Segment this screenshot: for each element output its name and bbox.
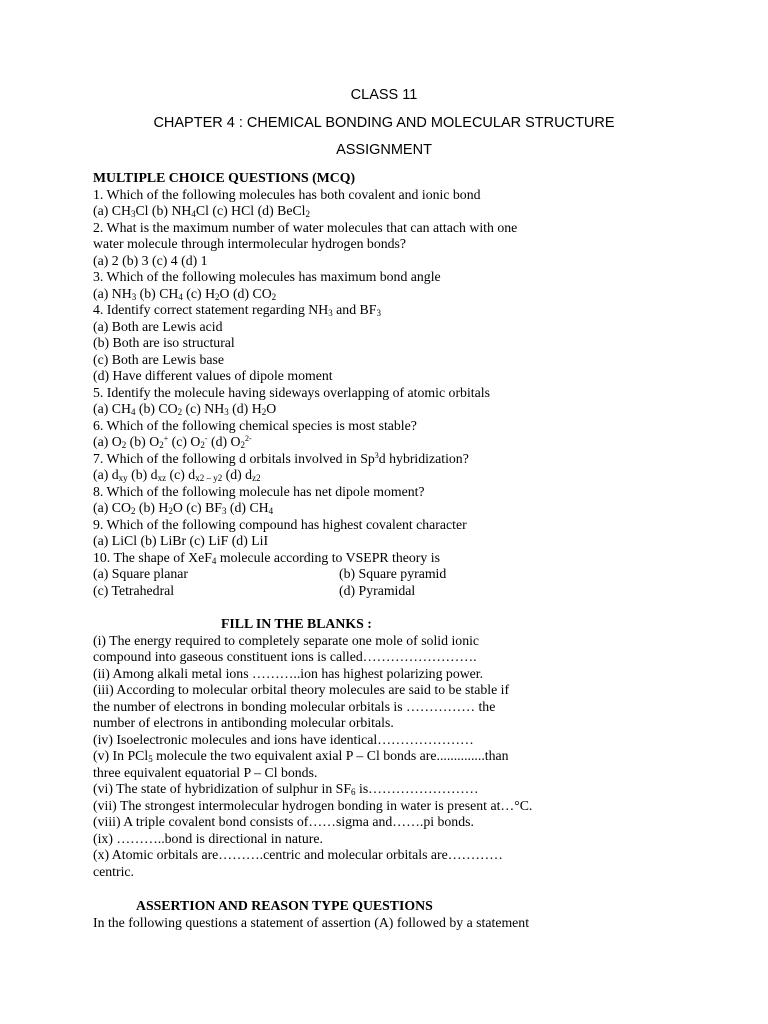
mcq-section	[93, 170, 693, 599]
blank-v-line-2: three equivalent equatorial P – Cl bonds.	[93, 764, 318, 780]
question-4-option-c: (c) Both are Lewis base	[93, 351, 225, 367]
fill-blanks-section	[93, 616, 693, 880]
question-10: 10. The shape of XeF$_4$ molecule according to VSEPR theory is	[93, 549, 440, 566]
blank-i-line-1: (i) The energy required to completely separate one mole of solid ionic	[93, 632, 480, 648]
question-4-option-d: (d) Have different values of dipole moment	[93, 368, 333, 383]
question-7: 7. Which of the following d orbitals involved in Sp$^3$d hybridization?	[93, 450, 469, 466]
blank-iii-line-1: (iii) According to molecular orbital theory molecules are said to be stable if	[93, 682, 510, 697]
mcq-heading: MULTIPLE CHOICE QUESTIONS (MCQ)	[93, 170, 356, 185]
question-9-options: (a) LiCl (b) LiBr (c) LiF (d) LiI	[93, 533, 269, 548]
question-8-options: (a) $CO_2$ (b) $H_2O$ (c) $BF_3$ (d) $CH_4$	[93, 500, 274, 516]
class-heading: CLASS 11	[350, 87, 418, 103]
blank-vi: (vi) The state of hybridization of sulphur in $SF_6$ is……………………	[93, 781, 479, 797]
question-2-options: (a) 2 (b) 3 (c) 4 (d) 1	[93, 252, 208, 268]
blank-v-line-1: (v) In PCl$_5$ molecule the two equivalent axial P – Cl bonds are..............than	[93, 748, 509, 764]
question-3: 3. Which of the following molecules has maximum bond angle	[93, 269, 441, 284]
question-4: 4. Identify correct statement regarding $NH_3$ and $BF_3$	[93, 302, 381, 318]
blank-viii: (viii) A triple covalent bond consists of……sigma and…….pi bonds.	[93, 814, 474, 829]
blank-ix: (ix) ………..bond is directional in nature.	[93, 830, 323, 846]
question-10-options-row-2: (c) Tetrahedral (d) Pyramidal	[93, 582, 416, 598]
question-10-options-row-1: (a) Square planar (b) Square pyramid	[93, 566, 447, 581]
question-1-options: (a) $CH_3Cl$ (b) $NH_4Cl$ (c) HCl (d) BeCl$_2$	[93, 203, 310, 219]
fill-blanks-heading: FILL IN THE BLANKS :	[221, 616, 372, 631]
question-4-option-b: (b) Both are iso structural	[93, 335, 235, 350]
question-6: 6. Which of the following chemical species is most stable?	[93, 417, 417, 433]
blank-iv: (iv) Isoelectronic molecules and ions have identical…………………	[93, 731, 474, 747]
question-1: 1. Which of the following molecules has both covalent and ionic bond	[93, 186, 481, 202]
question-6-options: (a) $O_2$ (b) $O_2^+$ (c) $O_2^-$ (d) $O_2^{2-}$	[93, 434, 252, 450]
assertion-reason-section	[93, 898, 693, 931]
question-5: 5. Identify the molecule having sideways overlapping of atomic orbitals	[93, 384, 490, 400]
assignment-heading: ASSIGNMENT	[336, 142, 432, 158]
assertion-reason-heading: ASSERTION AND REASON TYPE QUESTIONS	[136, 898, 433, 913]
blank-x-line-2: centric.	[93, 863, 134, 879]
question-2-line-1: 2. What is the maximum number of water molecules that can attach with one	[93, 219, 518, 235]
question-8: 8. Which of the following molecule has net dipole moment?	[93, 483, 425, 499]
question-7-options: (a) $d_{xy}$ (b) $d_{xz}$ (c) $d_{x2 - y2}$ (d) $d_{z2}$	[93, 467, 261, 483]
question-9: 9. Which of the following compound has highest covalent character	[93, 516, 467, 532]
blank-iii-line-3: number of electrons in antibonding molecular orbitals.	[93, 715, 394, 730]
blank-x-line-1: (x) Atomic orbitals are……….centric and molecular orbitals are…………	[93, 847, 503, 862]
blank-iii-line-2: the number of electrons in bonding molecular orbitals is …………… the	[93, 698, 496, 714]
assertion-reason-intro: In the following questions a statement of assertion (A) followed by a statement	[93, 914, 530, 930]
question-4-option-a: (a) Both are Lewis acid	[93, 318, 223, 334]
blank-ii: (ii) Among alkali metal ions ………..ion has highest polarizing power.	[93, 665, 484, 681]
question-3-options: (a) $NH_3$ (b) $CH_4$ (c) $H_2O$ (d) $CO_2$	[93, 285, 277, 302]
question-5-options: (a) $CH_4$ (b) $CO_2$ (c) $NH_3$ (d) $H_2O$	[93, 401, 277, 417]
blank-vii: (vii) The strongest intermolecular hydrogen bonding in water is present at…°C.	[93, 797, 533, 813]
blank-i-line-2: compound into gaseous constituent ions is called…………………….	[93, 649, 477, 664]
question-2-line-2: water molecule through intermolecular hydrogen bonds?	[93, 236, 407, 251]
chapter-title: CHAPTER 4 : CHEMICAL BONDING AND MOLECULAR STRUCTURE	[153, 115, 615, 131]
